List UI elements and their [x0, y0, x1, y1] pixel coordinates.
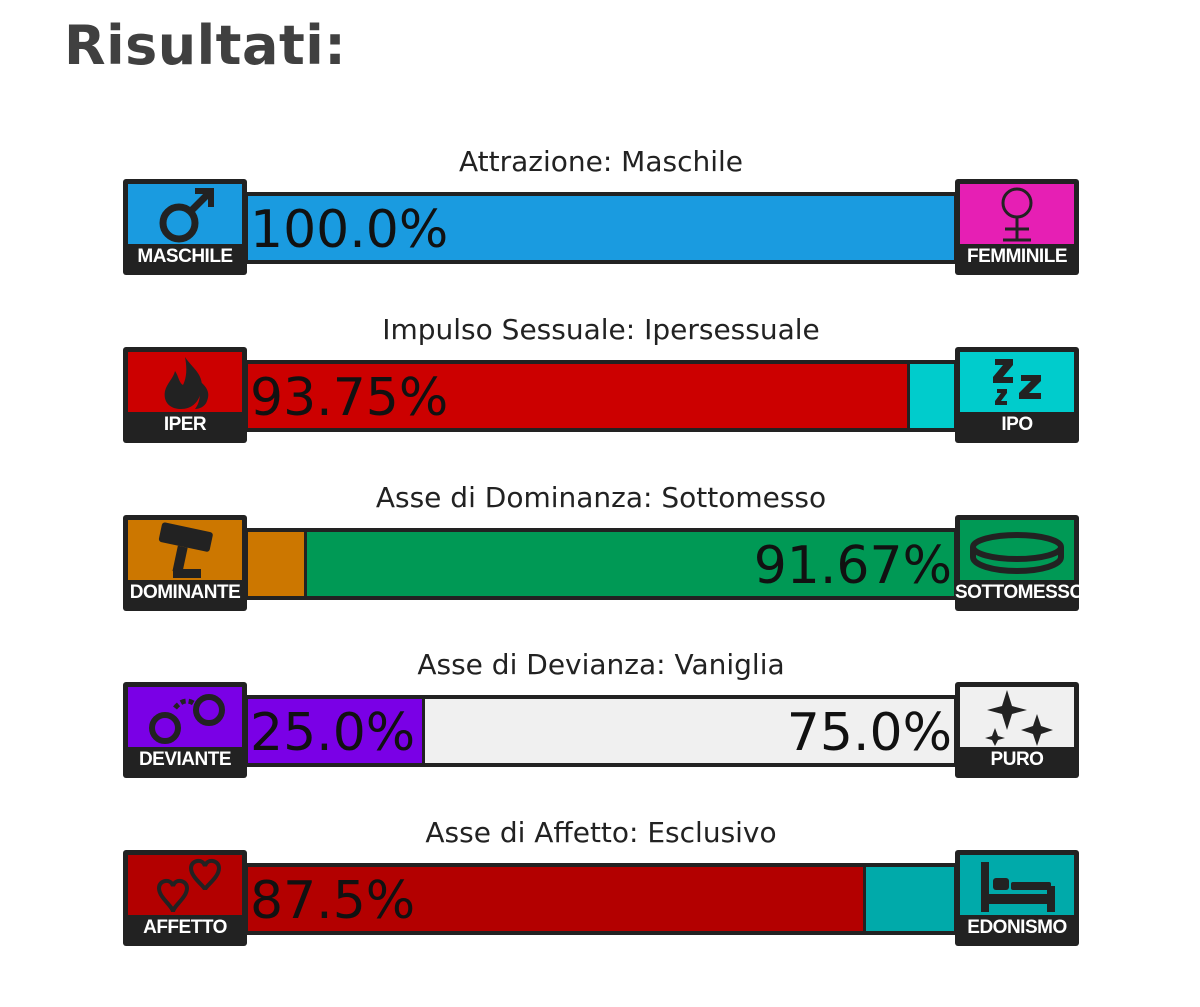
- right-pole-label: EDONISMO: [967, 917, 1067, 938]
- axis-label: Asse di Devianza: Vaniglia: [417, 648, 785, 681]
- sparkles-icon: [960, 687, 1074, 747]
- left-pole-badge: [123, 850, 247, 946]
- left-percent: 25.0%: [250, 703, 416, 763]
- bed-icon: [960, 855, 1074, 915]
- left-pole-label: DOMINANTE: [129, 582, 241, 603]
- result-axis: [123, 481, 1084, 611]
- result-bar: [244, 695, 958, 767]
- axis-label: Attrazione: Maschile: [458, 145, 744, 178]
- sleep-zzz-icon: [960, 352, 1074, 412]
- axis-label: Impulso Sessuale: Ipersessuale: [382, 313, 820, 346]
- axis-label: Asse di Affetto: Esclusivo: [425, 816, 777, 849]
- left-pole-badge: [123, 347, 247, 443]
- hearts-icon: [128, 855, 242, 915]
- right-pole-label: PURO: [990, 749, 1044, 770]
- right-segment: [866, 867, 954, 931]
- right-segment: [307, 532, 954, 596]
- left-pole-badge: [123, 515, 247, 611]
- left-segment: [248, 699, 425, 763]
- result-bar: [244, 528, 958, 600]
- collar-icon: [960, 520, 1074, 580]
- right-percent: 75.0%: [786, 703, 952, 763]
- female-symbol-icon: [960, 184, 1074, 244]
- left-segment: [248, 364, 910, 428]
- left-percent: 100.0%: [250, 200, 449, 260]
- left-pole-label: IPER: [163, 414, 207, 435]
- right-pole-badge: [955, 682, 1079, 778]
- left-segment: [248, 196, 954, 260]
- flame-icon: [128, 352, 242, 412]
- left-segment: [248, 532, 307, 596]
- left-pole-label: DEVIANTE: [138, 749, 232, 770]
- result-axis: [123, 816, 1079, 946]
- left-pole-badge: [123, 682, 247, 778]
- axis-label: Asse di Dominanza: Sottomesso: [375, 481, 827, 514]
- page-title: Risultati:: [64, 14, 347, 77]
- right-percent: 91.67%: [753, 536, 952, 596]
- result-bar: [244, 192, 958, 264]
- right-segment: [910, 364, 954, 428]
- right-pole-label: IPO: [1001, 414, 1033, 435]
- left-segment: [248, 867, 866, 931]
- right-pole-badge: [955, 347, 1079, 443]
- result-axis: [123, 145, 1079, 275]
- gavel-icon: [128, 520, 242, 580]
- right-pole-badge: [955, 850, 1079, 946]
- left-percent: 93.75%: [250, 368, 449, 428]
- left-percent: 87.5%: [250, 871, 416, 931]
- right-pole-label: SOTTOMESSO: [955, 582, 1084, 603]
- result-axis: [123, 648, 1079, 778]
- left-pole-badge: [123, 179, 247, 275]
- handcuffs-icon: [128, 687, 242, 747]
- left-pole-label: MASCHILE: [137, 246, 233, 267]
- right-segment: [425, 699, 955, 763]
- right-pole-label: FEMMINILE: [967, 246, 1067, 267]
- male-symbol-icon: [128, 184, 242, 244]
- left-pole-label: AFFETTO: [143, 917, 227, 938]
- result-bar: [244, 863, 958, 935]
- right-pole-badge: [955, 179, 1079, 275]
- right-pole-badge: [955, 515, 1084, 611]
- result-bar: [244, 360, 958, 432]
- result-axis: [123, 313, 1079, 443]
